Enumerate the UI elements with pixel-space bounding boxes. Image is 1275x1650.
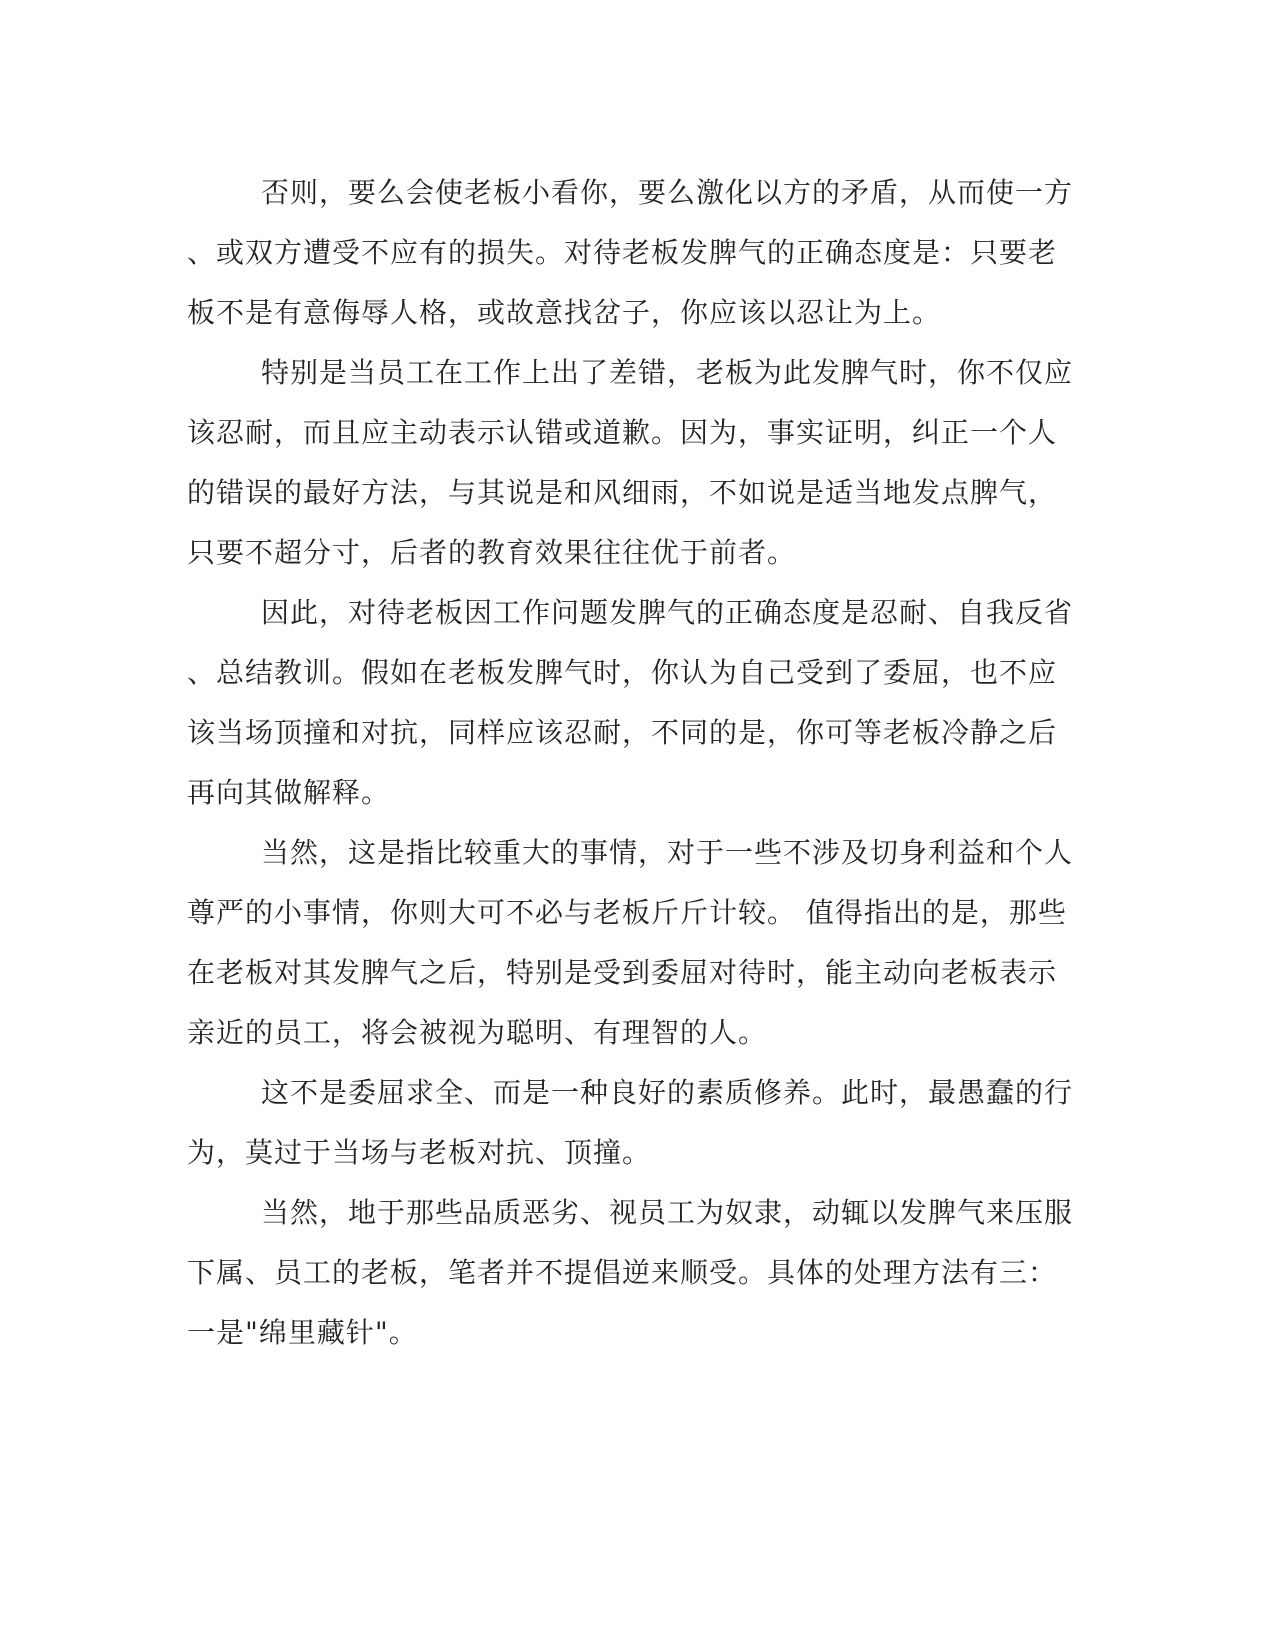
text-line: 板不是有意侮辱人格，或故意找岔子，你应该以忍让为上。 [187,296,942,329]
paragraph [187,343,1074,583]
text-line: 再向其做解释。 [187,776,391,809]
paragraph [187,1183,1074,1363]
text-line: 因此，对待老板因工作问题发脾气的正确态度是忍耐、自我反省 [261,596,1074,629]
text-line: 下属、员工的老板，笔者并不提倡逆来顺受。具体的处理方法有三： [187,1256,1058,1289]
text-line: 为，莫过于当场与老板对抗、顶撞。 [187,1136,652,1169]
text-line: 的错误的最好方法，与其说是和风细雨，不如说是适当地发点脾气， [187,476,1058,509]
text-line: 否则，要么会使老板小看你，要么激化以方的矛盾，从而使一方 [261,176,1074,209]
text-line: 该当场顶撞和对抗，同样应该忍耐，不同的是，你可等老板冷静之后 [187,716,1058,749]
paragraph [187,163,1074,343]
text-line: 、或双方遭受不应有的损失。对待老板发脾气的正确态度是：只要老 [187,236,1058,269]
text-line: 一是"绵里藏针"。 [187,1316,418,1349]
paragraph [187,583,1074,823]
text-line: 这不是委屈求全、而是一种良好的素质修养。此时，最愚蠢的行 [261,1076,1074,1109]
paragraph [187,823,1074,1063]
text-line: 只要不超分寸，后者的教育效果往往优于前者。 [187,536,797,569]
text-line: 尊严的小事情，你则大可不必与老板斤斤计较。 值得指出的是，那些 [187,896,1067,929]
text-line: 亲近的员工，将会被视为聪明、有理智的人。 [187,1016,768,1049]
text-line: 特别是当员工在工作上出了差错，老板为此发脾气时，你不仅应 [261,356,1074,389]
text-line: 、总结教训。假如在老板发脾气时，你认为自己受到了委屈，也不应 [187,656,1058,689]
document-body [187,163,1074,1363]
text-line: 在老板对其发脾气之后，特别是受到委屈对待时，能主动向老板表示 [187,956,1058,989]
text-line: 当然，地于那些品质恶劣、视员工为奴隶，动辄以发脾气来压服 [261,1196,1074,1229]
text-line: 该忍耐，而且应主动表示认错或道歉。因为，事实证明，纠正一个人 [187,416,1058,449]
paragraph [187,1063,1074,1183]
text-line: 当然，这是指比较重大的事情，对于一些不涉及切身利益和个人 [261,836,1074,869]
